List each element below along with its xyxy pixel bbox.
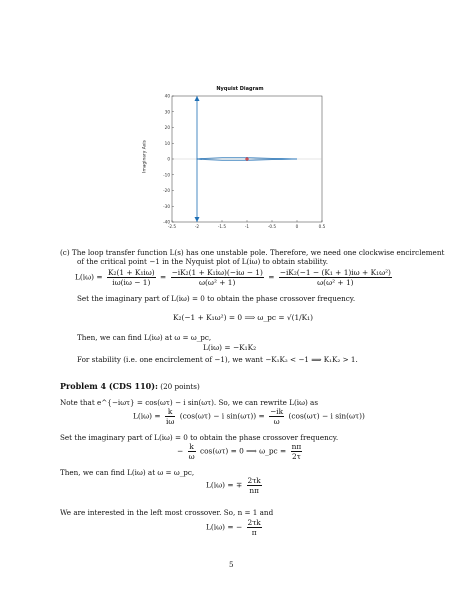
y-tick-label: -20 bbox=[163, 188, 170, 193]
nyquist-figure bbox=[142, 86, 330, 234]
l-frac bbox=[247, 476, 262, 495]
y-tick-label: 0 bbox=[167, 156, 170, 162]
y-tick-label: 20 bbox=[164, 125, 170, 130]
rewrite-frac2 bbox=[269, 407, 284, 426]
x-tick-label: 0 bbox=[295, 224, 299, 229]
pc-frac2-den: 2τ bbox=[292, 452, 301, 461]
l2-frac-num: 2τk bbox=[247, 518, 261, 527]
problem4-points: (20 points) bbox=[160, 382, 200, 391]
problem4-then-text: Then, we can find L(iω) at ω = ω_pc, bbox=[60, 468, 195, 477]
x-tick-label: -0.5 bbox=[267, 224, 277, 229]
x-tick-label: -2 bbox=[194, 224, 200, 229]
problem4-heading: Problem 4 (CDS 110): bbox=[60, 381, 158, 391]
x-tick-label: -2.5 bbox=[167, 224, 177, 229]
part-c-main-equation bbox=[75, 268, 394, 287]
y-tick-label: 10 bbox=[164, 140, 170, 146]
problem4-rewrite-equation bbox=[133, 407, 365, 426]
frac2-num: −iK₂(1 + K₁iω)(−iω − 1) bbox=[171, 268, 263, 277]
rewrite-frac1-num: k bbox=[165, 407, 175, 417]
fraction-1 bbox=[107, 268, 156, 287]
x-tick-label: -1.5 bbox=[217, 224, 227, 229]
pc-frac1 bbox=[188, 442, 196, 461]
y-tick-label: -10 bbox=[163, 172, 170, 178]
x-tick-label: 0.5 bbox=[318, 224, 326, 229]
fraction-2 bbox=[171, 268, 264, 287]
rewrite-frac2-den: ω bbox=[273, 417, 280, 426]
y-tick-label: -40 bbox=[163, 219, 170, 225]
y-tick-label: -30 bbox=[163, 203, 170, 209]
l-lhs: L(iω) = ∓ bbox=[206, 480, 243, 490]
part-c-crossover-equation: K₂(−1 + K₁ω²) = 0 ⟹ ω_pc = √(1/K₁) bbox=[173, 313, 314, 322]
rewrite-frac1-den: iω bbox=[165, 417, 175, 426]
y-tick-label: 40 bbox=[164, 93, 170, 99]
problem4-heading-row bbox=[60, 382, 200, 391]
frac1-num: K₂(1 + K₁iω) bbox=[107, 268, 155, 277]
y-tick-label: 30 bbox=[164, 109, 170, 115]
page-number: 5 bbox=[229, 560, 234, 569]
pc-frac2 bbox=[291, 442, 303, 461]
pc-minus: − bbox=[177, 446, 184, 456]
rewrite-end: (cos(ωτ) − i sin(ωτ)) bbox=[288, 411, 365, 421]
part-c-stability: For stability (i.e. one encirclement of −1), we want −K₁K₂ < −1 ⟹ K₁K₂ > 1. bbox=[77, 355, 358, 364]
rewrite-lhs: L(iω) = bbox=[133, 411, 161, 421]
frac1-den: iω(iω − 1) bbox=[112, 278, 151, 287]
y-axis-label: Imaginary Axis bbox=[142, 140, 148, 173]
pc-frac1-num: k bbox=[189, 442, 194, 451]
rewrite-frac1 bbox=[165, 407, 175, 426]
problem4-l-equation bbox=[206, 476, 264, 495]
l-frac-den: nπ bbox=[249, 486, 259, 495]
problem4-interest: We are interested in the left most crossover. So, n = 1 and bbox=[60, 508, 274, 517]
rewrite-mid: (cos(ωτ) − i sin(ωτ)) = bbox=[179, 411, 265, 421]
chart-title: Nyquist Diagram bbox=[216, 86, 264, 92]
equals-sign: = bbox=[268, 272, 275, 282]
pc-frac1-den: ω bbox=[188, 452, 195, 461]
eq-lhs: L(iω) = bbox=[75, 272, 103, 282]
rewrite-frac2-num: −ik bbox=[270, 407, 284, 416]
frac2-den: ω(ω² + 1) bbox=[199, 278, 236, 287]
l2-lhs: L(iω) = − bbox=[206, 522, 243, 532]
l2-frac bbox=[247, 518, 262, 537]
x-tick-label: -1 bbox=[244, 224, 250, 229]
equals-sign: = bbox=[160, 272, 167, 282]
pc-frac2-num: nπ bbox=[291, 442, 302, 451]
frac3-den: ω(ω² + 1) bbox=[317, 278, 354, 287]
problem4-set-text: Set the imaginary part of L(iω) = 0 to obtain the phase crossover frequency. bbox=[60, 433, 339, 442]
part-c-set-text: Set the imaginary part of L(iω) = 0 to obtain the phase crossover frequency. bbox=[77, 294, 356, 303]
part-c-line1: (c) The loop transfer function L(s) has one unstable pole. Therefore, we need one clockwise encirclement bbox=[60, 248, 445, 257]
part-c-line2: of the critical point −1 in the Nyquist plot of L(iω) to obtain stability. bbox=[77, 257, 329, 266]
part-c-l-equation: L(iω) = −K₁K₂ bbox=[203, 343, 257, 352]
nyquist-plot-area bbox=[150, 86, 330, 234]
part-c-then-text: Then, we can find L(iω) at ω = ω_pc, bbox=[77, 333, 212, 342]
problem4-l2-equation bbox=[206, 518, 264, 537]
fraction-3 bbox=[279, 268, 392, 287]
problem4-note: Note that e^{−iωτ} = cos(ωτ) − i sin(ωτ). So, we can rewrite L(iω) as bbox=[60, 398, 319, 407]
problem4-crossover-equation bbox=[177, 442, 304, 461]
l2-frac-den: π bbox=[251, 528, 257, 537]
frac3-num: −iK₂(−1 − (K₁ + 1)iω + K₁ω²) bbox=[279, 268, 391, 277]
pc-mid: cos(ωτ) = 0 ⟹ ω_pc = bbox=[199, 446, 287, 456]
l-frac-num: 2τk bbox=[247, 476, 261, 485]
